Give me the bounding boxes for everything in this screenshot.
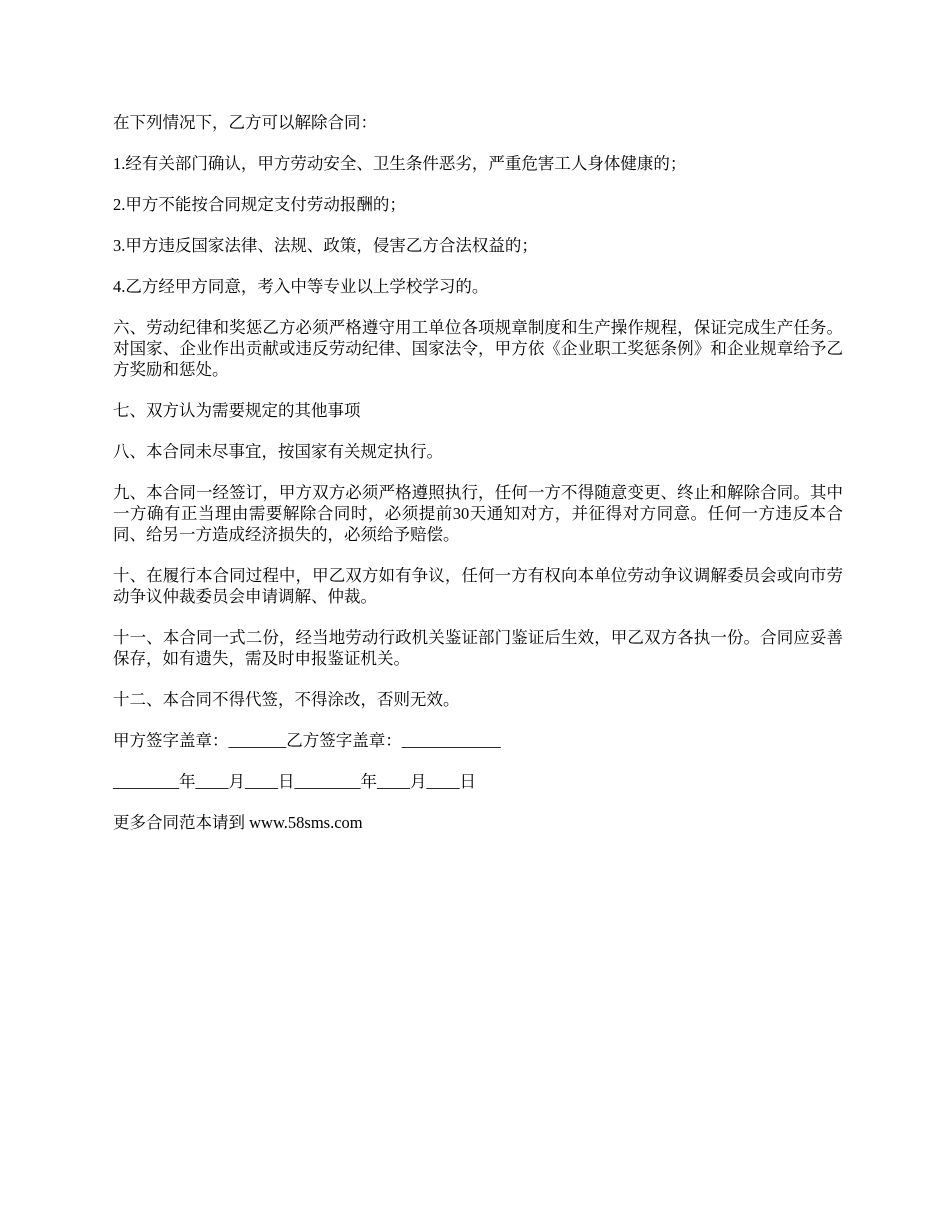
- clause-9-binding: 九、本合同一经签订，甲方双方必须严格遵照执行，任何一方不得随意变更、终止和解除合同。其中一方确有正当理由需要解除合同时，必须提前30天通知对方，并征得对方同意。任何一方违反本合同、给另一方造成经济损失的，必须给予赔偿。: [113, 483, 843, 544]
- condition-4: 4.乙方经甲方同意，考入中等专业以上学校学习的。: [113, 277, 489, 296]
- intro-termination-conditions: 在下列情况下，乙方可以解除合同：: [113, 113, 377, 132]
- document-body: [113, 112, 843, 833]
- footer-more-templates: 更多合同范本请到 www.58sms.com: [113, 813, 363, 832]
- clause-6-discipline: 六、劳动纪律和奖惩乙方必须严格遵守用工单位各项规章制度和生产操作规程，保证完成生产任务。对国家、企业作出贡献或违反劳动纪律、国家法令，甲方依《企业职工奖惩条例》和企业规章给予乙方奖励和惩处。: [113, 318, 843, 379]
- signature-line: 甲方签字盖章：_______乙方签字盖章：____________: [113, 731, 501, 750]
- clause-7-other-matters: 七、双方认为需要规定的其他事项: [113, 401, 361, 420]
- condition-3: 3.甲方违反国家法律、法规、政策，侵害乙方合法权益的；: [113, 236, 538, 255]
- clause-12-no-proxy: 十二、本合同不得代签，不得涂改，否则无效。: [113, 690, 460, 709]
- clause-10-disputes: 十、在履行本合同过程中，甲乙双方如有争议，任何一方有权向本单位劳动争议调解委员会或向市劳动争议仲裁委员会申请调解、仲裁。: [113, 566, 843, 606]
- clause-11-copies: 十一、本合同一式二份，经当地劳动行政机关鉴证部门鉴证后生效，甲乙双方各执一份。合同应妥善保存，如有遗失，需及时申报鉴证机关。: [113, 628, 843, 668]
- condition-2: 2.甲方不能按合同规定支付劳动报酬的；: [113, 195, 406, 214]
- clause-8-unresolved: 八、本合同未尽事宜，按国家有关规定执行。: [113, 442, 443, 461]
- date-line: ________年____月____日________年____月____日: [113, 772, 476, 791]
- condition-1: 1.经有关部门确认，甲方劳动安全、卫生条件恶劣，严重危害工人身体健康的；: [113, 154, 687, 173]
